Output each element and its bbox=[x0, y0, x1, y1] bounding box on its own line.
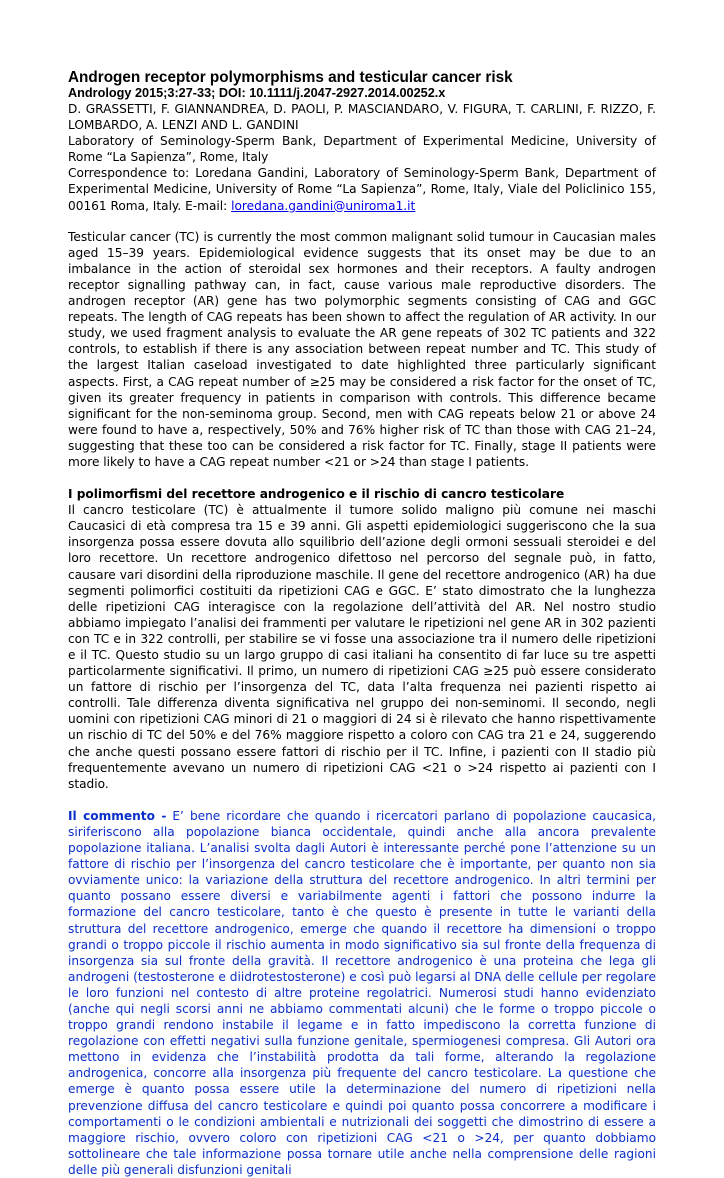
article-authors: D. GRASSETTI, F. GIANNANDREA, D. PAOLI, P. MASCIANDARO, V. FIGURA, T. CARLINI, F. RIZZO, F. LOMBARDO, A. LENZI AND L. GANDINI bbox=[68, 102, 656, 133]
commento-body: E’ bene ricordare che quando i ricercatori parlano di popolazione caucasica, siriferiscono alla popolazione bianca occidentale, quindi anche alla ancora prevalente popolazione italiana. L’analisi svolta dagli Autori è interessante perché pone l’attenzione su un fattore di rischio per l’insorgenza del cancro testicolare che è importante, per quanto non sia ovviamente unico: la variazione della struttura del recettore androgenico. In altri termini per quanto possano essere diversi e variabilmente agenti i fattori che possono indurre la formazione del cancro testicolare, tanto è che questo è presente in tutte le varianti della struttura del recettore androgenico, emerge che quando il recettore ha dimensioni o troppo grandi o troppo piccole il rischio aumenta in modo significativo sia sul fronte della frequenza di insorgenza sia sul fronte della gravità. Il recettore androgenico è una proteina che lega gli androgeni (testosterone e diidrotestosterone) e così può legarsi al DNA delle cellule per regolare le loro funzioni nel contesto di altre proteine regolatrici. Numerosi studi hanno evidenziato (anche qui negli scorsi anni ne abbiamo commentati alcuni) che le forme o troppo piccole o troppo grandi rendono instabile il legame e in fatto impediscono la corretta funzione di regolazione con effetti negativi sulla funzione genitale, spermiogenesi compresa. Gli Autori ora mettono in evidenza che l’instabilità prodotta da tali forme, alterando la regolazione androgenica, concorre alla insorgenza più frequente del cancro testicolare. La questione che emerge è quanto possa essere utile la determinazione del numero di ripetizioni nella prevenzione diffusa del cancro testicolare e quindi poi quanto possa concorrere a modificare i comportamenti o le condizioni ambientali e nutrizionali dei soggetti che dimostrino di essere a maggiore rischio, ovvero coloro con ripetizioni CAG <21 o >24, per quanto dobbiamo sottolineare che tale informazione possa tornare utile anche nella comprensione delle ragioni delle più generali disfunzioni genitali bbox=[68, 808, 657, 1177]
italian-section-title: I polimorfismi del recettore androgenico e il rischio di cancro testicolare bbox=[68, 487, 565, 502]
article-correspondence bbox=[68, 165, 656, 213]
commento-paragraph bbox=[68, 808, 656, 1178]
abstract-english: Testicular cancer (TC) is currently the most common malignant solid tumour in Caucasian males aged 15–39 years. Epidemiological evidence suggests that its onset may be due to an imbalance in the action of steroidal sex hormones and their receptors. A faulty androgen receptor signalling pathway can, in fact, cause various male reproductive disorders. The androgen receptor (AR) gene has two polymorphic segments consisting of CAG and GGC repeats. The length of CAG repeats has been shown to affect the regulation of AR activity. In our study, we used fragment analysis to evaluate the AR gene repeats of 302 TC patients and 322 controls, to establish if there is any association between repeat number and TC. This study of the largest Italian caseload investigated to date highlighted three particularly significant aspects. First, a CAG repeat number of ≥25 may be considered a risk factor for the onset of TC, given its greater frequency in patients in comparison with controls. This difference became significant for the non-seminoma group. Second, men with CAG repeats below 21 or above 24 were found to have a, respectively, 50% and 76% higher risk of TC than those with CAG 21–24, suggesting that these too can be considered a risk factor for TC. Finally, stage II patients were more likely to have a CAG repeat number <21 or >24 than stage I patients. bbox=[68, 229, 656, 469]
document-content bbox=[68, 69, 656, 1178]
article-title: Androgen receptor polymorphisms and testicular cancer risk bbox=[68, 69, 513, 86]
article-affiliation: Laboratory of Seminology-Sperm Bank, Department of Experimental Medicine, University of Rome “La Sapienza”, Rome, Italy bbox=[68, 134, 656, 165]
spacer bbox=[68, 214, 656, 229]
email-link[interactable]: loredana.gandini@uniroma1.it bbox=[231, 198, 416, 213]
italian-section-body: Il cancro testicolare (TC) è attualmente il tumore solido maligno più comune nei maschi Caucasici di età compresa tra 15 e 39 anni. Gli aspetti epidemiologici suggeriscono che la sua insorgenza possa essere dovuta allo squilibrio dell’azione degli ormoni sessuali steroidei e del loro recettore. Un recettore androgenico difettoso nel percorso del segnale può, in fatto, causare vari disordini della riproduzione maschile. Il gene del recettore androgenico (AR) ha due segmenti polimorfici costituiti da ripetizioni CAG e GGC. E’ stato dimostrato che la lunghezza delle ripetizioni CAG interagisce con la regolazione dell’attività del AR. Nel nostro studio abbiamo impiegato l’analisi dei frammenti per valutare le ripetizioni nel gene AR in 302 pazienti con TC e in 322 controlli, per stabilire se vi fosse una associazione tra il numero delle ripetizioni e il TC. Questo studio su un largo gruppo di casi italiani ha consentito di far luce su tre aspetti particolarmente significativi. Il primo, un numero di ripetizioni CAG ≥25 può essere considerato un fattore di rischio per l’insorgenza del TC, data l’alta frequenza nei pazienti rispetto ai controlli. Tale differenza diventa significativa nel gruppo dei non-seminomi. Il secondo, negli uomini con ripetizioni CAG minori di 21 o maggiori di 24 si è rilevato che hanno rispettivamente un rischio di TC del 50% e del 76% maggiore rispetto a coloro con CAG tra 21 e 24, suggerendo che anche questi possano essere fattori di rischio per il TC. Infine, i pazienti con II stadio più frequentemente avevano un numero di ripetizioni CAG <21 o >24 rispetto ai pazienti con I stadio. bbox=[68, 503, 656, 791]
commento-lead: Il commento - bbox=[68, 808, 167, 823]
spacer bbox=[68, 470, 656, 486]
spacer bbox=[68, 792, 656, 808]
article-citation: Andrology 2015;3:27-33; DOI: 10.1111/j.2047-2927.2014.00252.x bbox=[68, 86, 446, 100]
correspondence-text: Correspondence to: Loredana Gandini, Laboratory of Seminology-Sperm Bank, Department of Experimental Medicine, University of Rome “La Sapienza”, Rome, Italy, Viale del Policlinico 155, 00161 Roma, Italy. E-mail: bbox=[68, 166, 656, 213]
